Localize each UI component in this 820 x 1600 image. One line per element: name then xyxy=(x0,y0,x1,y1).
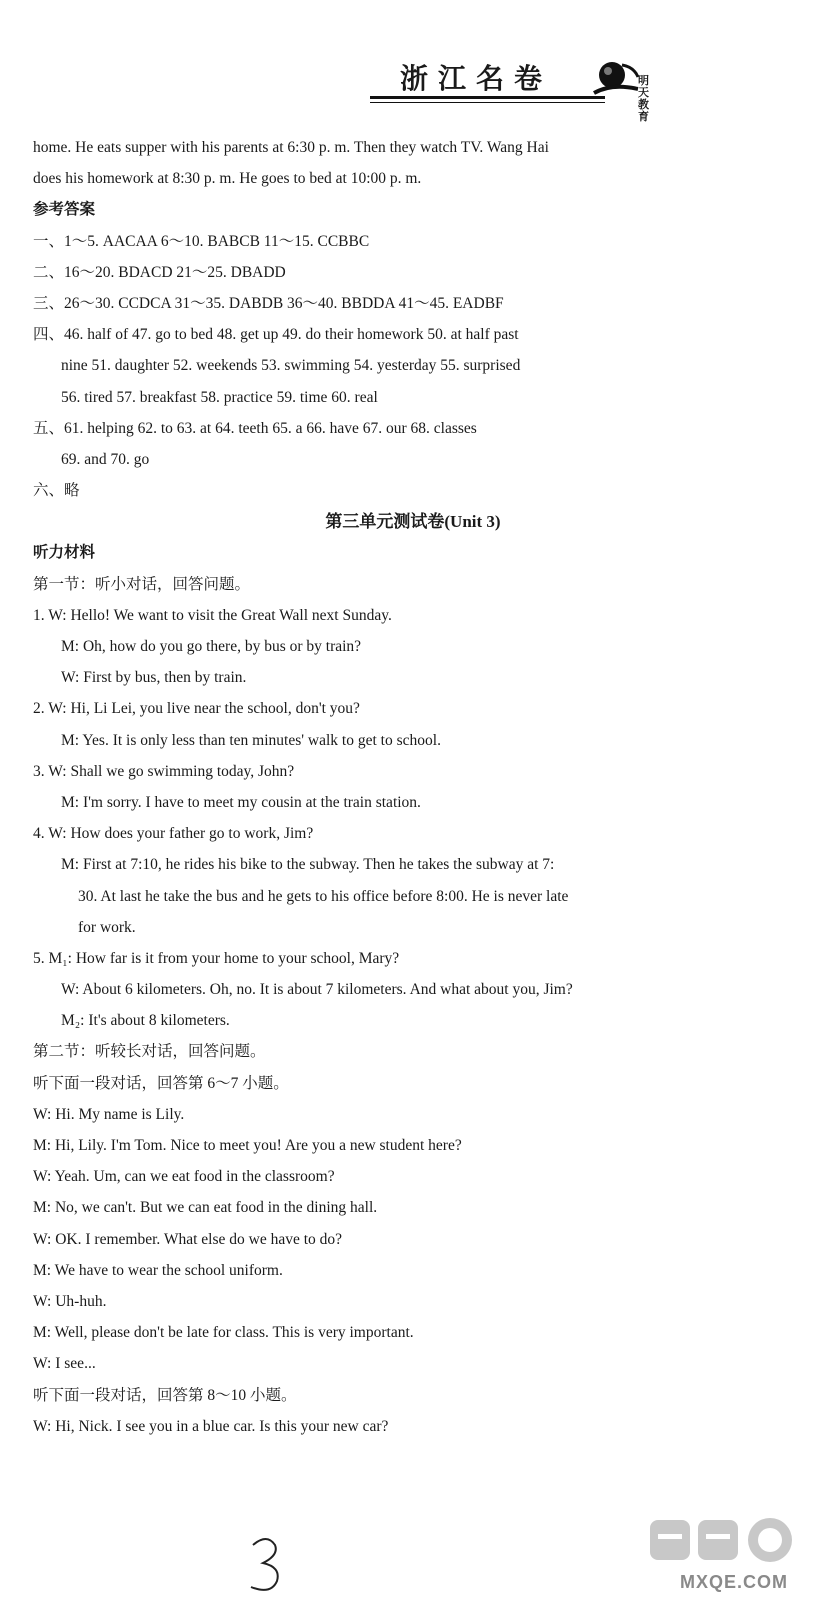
answer-line: 二、16～20. BDACD 21～25. DBADD xyxy=(33,263,286,281)
dialogue-line: W: About 6 kilometers. Oh, no. It is about 7 kilometers. And what about you, Jim? xyxy=(61,981,573,999)
dialogue-line: W: Yeah. Um, can we eat food in the classroom? xyxy=(33,1168,335,1186)
dialogue-line: M: I'm sorry. I have to meet my cousin at the train station. xyxy=(61,793,421,811)
answer-line: 四、46. half of 47. go to bed 48. get up 49. do their homework 50. at half past xyxy=(33,326,519,344)
dialogue-line: M: Well, please don't be late for class. This is very important. xyxy=(33,1324,414,1342)
answer-content xyxy=(33,132,793,1442)
section-subheading: 第一节：听小对话，回答问题。 xyxy=(33,575,251,593)
answer-line: 三、26～30. CCDCA 31～35. DABDB 36～40. BBDDA 41～45. EADBF xyxy=(33,294,504,312)
instruction-line: 听下面一段对话，回答第 8～10 小题。 xyxy=(33,1386,297,1404)
dialogue-line: W: Hi, Nick. I see you in a blue car. Is this your new car? xyxy=(33,1417,389,1435)
dialogue-line: M: We have to wear the school uniform. xyxy=(33,1261,283,1279)
header-rule-thin xyxy=(370,102,605,103)
text-line: home. He eats supper with his parents at 6:30 p. m. Then they watch TV. Wang Hai xyxy=(33,139,549,156)
answer-line: 69. and 70. go xyxy=(61,450,150,468)
dialogue-line: 1. W: Hello! We want to visit the Great Wall next Sunday. xyxy=(33,606,392,624)
dialogue-line: 2. W: Hi, Li Lei, you live near the school, don't you? xyxy=(33,700,360,718)
brand-title: 浙江名卷 xyxy=(400,64,553,95)
dialogue-line: M₂: It's about 8 kilometers. xyxy=(61,1012,230,1030)
dialogue-line: for work. xyxy=(78,918,136,936)
answer-line: 五、61. helping 62. to 63. at 64. teeth 65. a 66. have 67. our 68. classes xyxy=(33,419,477,437)
publisher-logo-text: 明天教育 xyxy=(638,75,649,123)
page-header xyxy=(360,45,660,123)
dialogue-line: 4. W: How does your father go to work, Jim? xyxy=(33,825,314,843)
dialogue-line: W: First by bus, then by train. xyxy=(61,669,247,687)
watermark-text: MXQE.COM xyxy=(680,1572,789,1592)
instruction-line: 听下面一段对话，回答第 6～7 小题。 xyxy=(33,1074,289,1092)
answer-line: 一、1～5. AACAA 6～10. BABCB 11～15. CCBBC xyxy=(33,232,370,250)
dialogue-line: W: OK. I remember. What else do we have to do? xyxy=(33,1230,343,1248)
dialogue-line: M: Oh, how do you go there, by bus or by train? xyxy=(61,638,362,655)
dialogue-line: M: First at 7:10, he rides his bike to the subway. Then he takes the subway at 7: xyxy=(61,856,555,874)
dialogue-line: 3. W: Shall we go swimming today, John? xyxy=(33,762,295,780)
dialogue-line: 5. M₁: How far is it from your home to your school, Mary? xyxy=(33,949,400,967)
unit-title: 第三单元测试卷(Unit 3) xyxy=(325,512,501,532)
dialogue-line: W: Hi. My name is Lily. xyxy=(33,1105,185,1123)
section-heading: 参考答案 xyxy=(33,201,96,219)
header-rule-thick xyxy=(370,96,605,99)
handwritten-page-number xyxy=(245,1535,285,1595)
dialogue-line: M: Yes. It is only less than ten minutes' walk to get to school. xyxy=(61,731,441,749)
dialogue-line: W: I see... xyxy=(33,1355,96,1373)
answer-line: 六、略 xyxy=(33,482,80,500)
answer-line: 56. tired 57. breakfast 58. practice 59. time 60. real xyxy=(61,388,378,406)
dialogue-line: M: Hi, Lily. I'm Tom. Nice to meet you! Are you a new student here? xyxy=(33,1137,462,1154)
section-heading: 听力材料 xyxy=(33,544,96,562)
answer-line: nine 51. daughter 52. weekends 53. swimming 54. yesterday 55. surprised xyxy=(61,357,521,375)
section-subheading: 第二节：听较长对话，回答问题。 xyxy=(33,1043,266,1061)
publisher-logo-icon xyxy=(592,53,642,97)
text-line: does his homework at 8:30 p. m. He goes to bed at 10:00 p. m. xyxy=(33,170,422,188)
dialogue-line: M: No, we can't. But we can eat food in the dining hall. xyxy=(33,1199,378,1217)
dialogue-line: W: Uh-huh. xyxy=(33,1292,107,1310)
dialogue-line: 30. At last he take the bus and he gets to his office before 8:00. He is never late xyxy=(78,887,569,905)
